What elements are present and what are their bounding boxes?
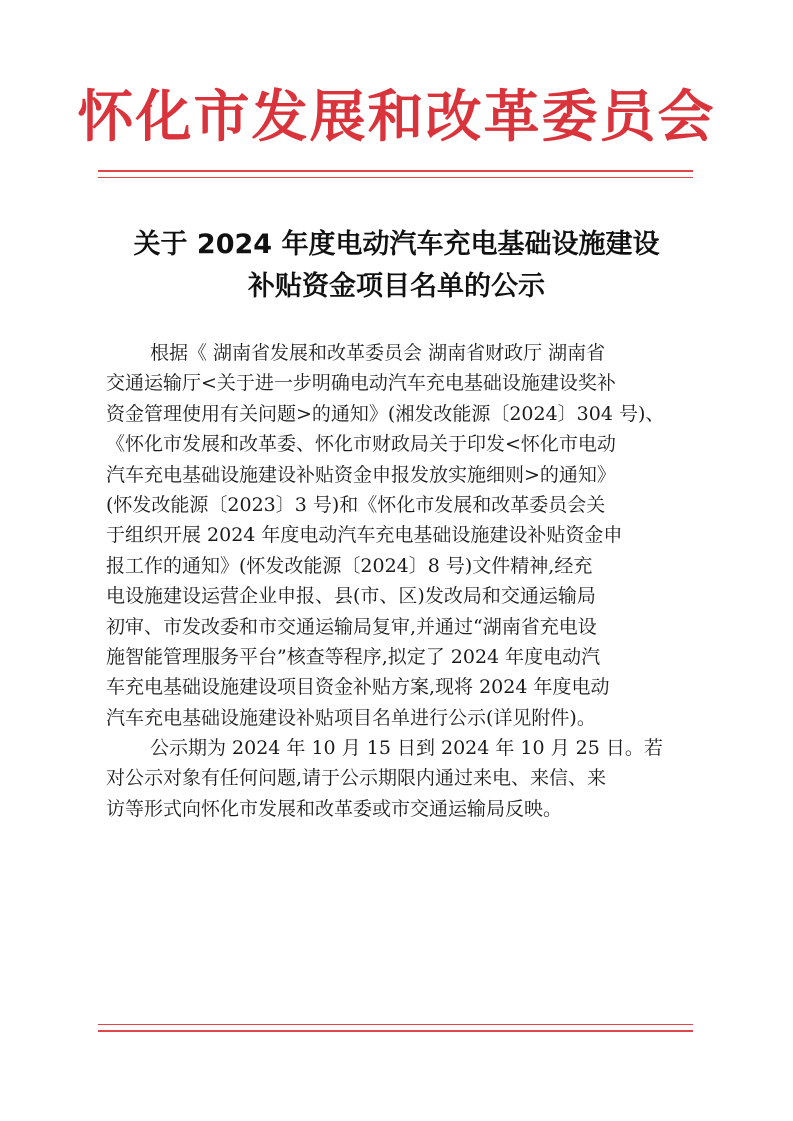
paragraph-line: 汽车充电基础设施建设补贴资金申报发放实施细则>的通知》: [106, 463, 616, 486]
header-rule-top: [98, 170, 693, 172]
paragraph-line: 根据《 湖南省发展和改革委员会 湖南省财政厅 湖南省: [150, 342, 606, 364]
paragraph-line: 资金管理使用有关问题>的通知》(湘发改能源〔2024〕304 号)、: [106, 402, 665, 425]
paragraph-1: [106, 338, 688, 733]
paragraph-line: (怀发改能源〔2023〕3 号)和《怀化市发展和改革委员会关: [106, 493, 606, 516]
org-letterhead: 怀化市发展和改革委员会: [77, 85, 716, 150]
paragraph-line: 于组织开展 2024 年度电动汽车充电基础设施建设补贴资金申: [106, 524, 623, 547]
header-rule-bottom: [98, 177, 693, 178]
document-title: [0, 224, 793, 308]
paragraph-line: 报工作的通知》(怀发改能源〔2024〕8 号)文件精神,经充: [106, 554, 593, 577]
title-line-1: 关于 2024 年度电动汽车充电基础设施建设: [133, 229, 660, 260]
paragraph-line: 公示期为 2024 年 10 月 15 日到 2024 年 10 月 25 日。若: [150, 737, 663, 760]
paragraph-line: 施智能管理服务平台”核查等程序,拟定了 2024 年度电动汽: [106, 645, 601, 668]
document-body: [106, 338, 688, 824]
footer-rule-top: [98, 1024, 693, 1025]
paragraph-line: 访等形式向怀化市发展和改革委或市交通运输局反映。: [106, 797, 563, 820]
title-line-2: 补贴资金项目名单的公示: [248, 271, 545, 302]
paragraph-line: 电设施建设运营企业申报、县(市、区)发改局和交通运输局: [106, 585, 596, 608]
paragraph-line: 初审、市发改委和市交通运输局复审,并通过“湖南省充电设: [106, 615, 597, 638]
paragraph-line: 《怀化市发展和改革委、怀化市财政局关于印发<怀化市电动: [106, 433, 616, 456]
paragraph-line: 对公示对象有任何问题,请于公示期限内通过来电、来信、来: [106, 767, 607, 790]
footer-rule-bottom: [98, 1030, 693, 1032]
paragraph-line: 车充电基础设施建设项目资金补贴方案,现将 2024 年度电动: [106, 676, 610, 699]
paragraph-line: 汽车充电基础设施建设补贴项目名单进行公示(详见附件)。: [106, 706, 596, 729]
paragraph-2: [106, 733, 688, 824]
paragraph-line: 交通运输厅<关于进一步明确电动汽车充电基础设施建设奖补: [106, 372, 616, 395]
